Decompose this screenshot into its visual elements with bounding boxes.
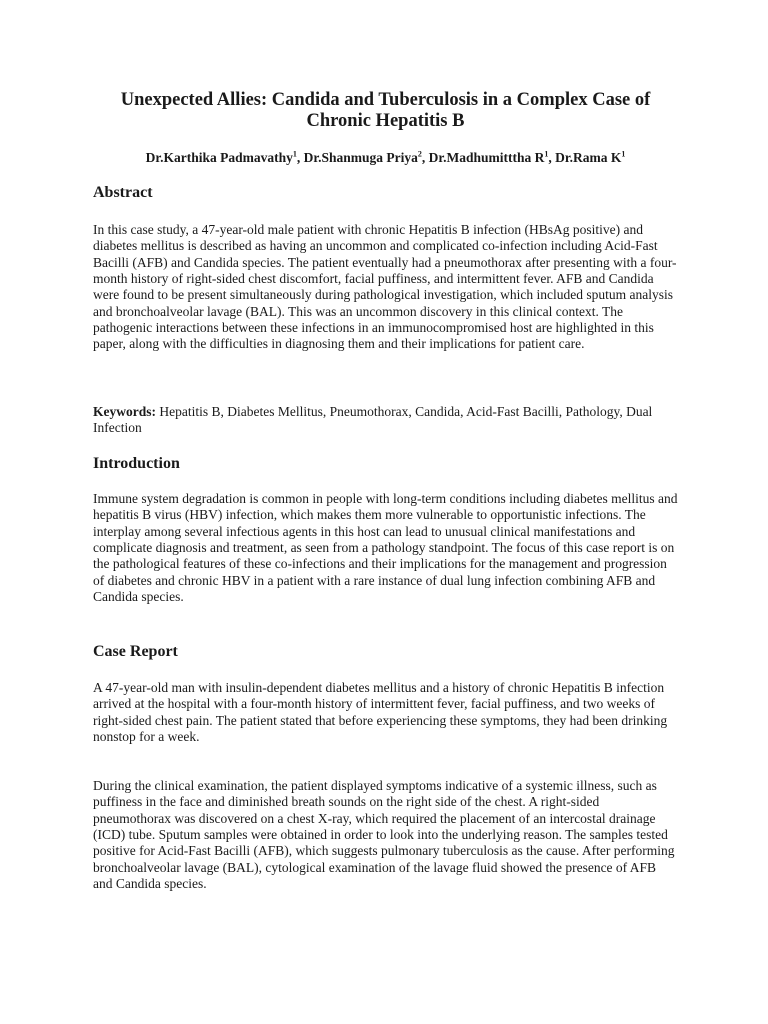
keywords-label: Keywords: — [93, 404, 156, 419]
keywords-text: Hepatitis B, Diabetes Mellitus, Pneumothorax, Candida, Acid-Fast Bacilli, Pathology, Dual Infection — [93, 404, 653, 436]
author-separator: , — [296, 150, 304, 165]
abstract-heading: Abstract — [93, 184, 153, 201]
case-report-paragraph: During the clinical examination, the patient displayed symptoms indicative of a systemic illness, such as puffiness in the face and diminished breath sounds on the right side of the chest. A right-sided pneumothorax was discovered on a chest X-ray, which required the placement of an intercostal drainage (ICD) tube. Sputum samples were obtained in order to look into the underlying reason. The samples tested positive for Acid-Fast Bacilli (AFB), which suggests pulmonary tuberculosis as the cause. After performing bronchoalveolar lavage (BAL), cytological examination of the lavage fluid showed the presence of AFB and Candida species. — [93, 778, 675, 892]
author-affiliation: 1 — [544, 149, 549, 159]
author-list — [93, 150, 678, 166]
introduction-heading: Introduction — [93, 455, 180, 472]
author-name: Dr.Karthika Padmavathy — [145, 150, 293, 165]
author-name: Dr.Rama K — [555, 150, 622, 165]
author-affiliation: 1 — [621, 149, 626, 159]
author-separator: , — [548, 150, 556, 165]
author-name: Dr.Madhumitttha R — [428, 150, 545, 165]
author-affiliation: 1 — [292, 149, 297, 159]
introduction-text: Immune system degradation is common in people with long-term conditions including diabetes mellitus and hepatitis B virus (HBV) infection, which makes them more vulnerable to opportunistic infections. The interplay among several infectious agents in this host can lead to unusual clinical manifestations and complicate diagnosis and treatment, as seen from a pathology standpoint. The focus of this case report is on the pathological features of these co-infections and their implications for the management and progression of diabetes and chronic HBV in a patient with a rare instance of dual lung infection combining AFB and Candida species. — [93, 491, 678, 605]
case-report-heading: Case Report — [93, 643, 178, 660]
case-report-paragraph: A 47-year-old man with insulin-dependent diabetes mellitus and a history of chronic Hepatitis B infection arrived at the hospital with a four-month history of intermittent fever, facial puffiness, and two weeks of right-sided chest pain. The patient stated that before experiencing these symptoms, they had been drinking nonstop for a week. — [93, 680, 668, 745]
keywords-line — [93, 404, 678, 437]
author-name: Dr.Shanmuga Priya — [303, 150, 418, 165]
paper-title: Unexpected Allies: Candida and Tuberculosis in a Complex Case of Chronic Hepatitis B — [120, 90, 651, 131]
abstract-text: In this case study, a 47-year-old male patient with chronic Hepatitis B infection (HBsAg positive) and diabetes mellitus is described as having an uncommon and complicated co-infection including Acid-Fast Bacilli (AFB) and Candida species. The patient eventually had a pneumothorax after presenting with a four-month history of right-sided chest discomfort, facial puffiness, and intermittent fever. AFB and Candida were found to be present simultaneously during pathological investigation, which included sputum analysis and bronchoalveolar lavage (BAL). This was an uncommon discovery in this clinical context. The pathogenic interactions between these infections in an immunocompromised host are highlighted in this paper, along with the difficulties in diagnosing them and their implications for patient care. — [93, 222, 677, 352]
author-separator: , — [421, 150, 429, 165]
author-affiliation: 2 — [417, 149, 422, 159]
